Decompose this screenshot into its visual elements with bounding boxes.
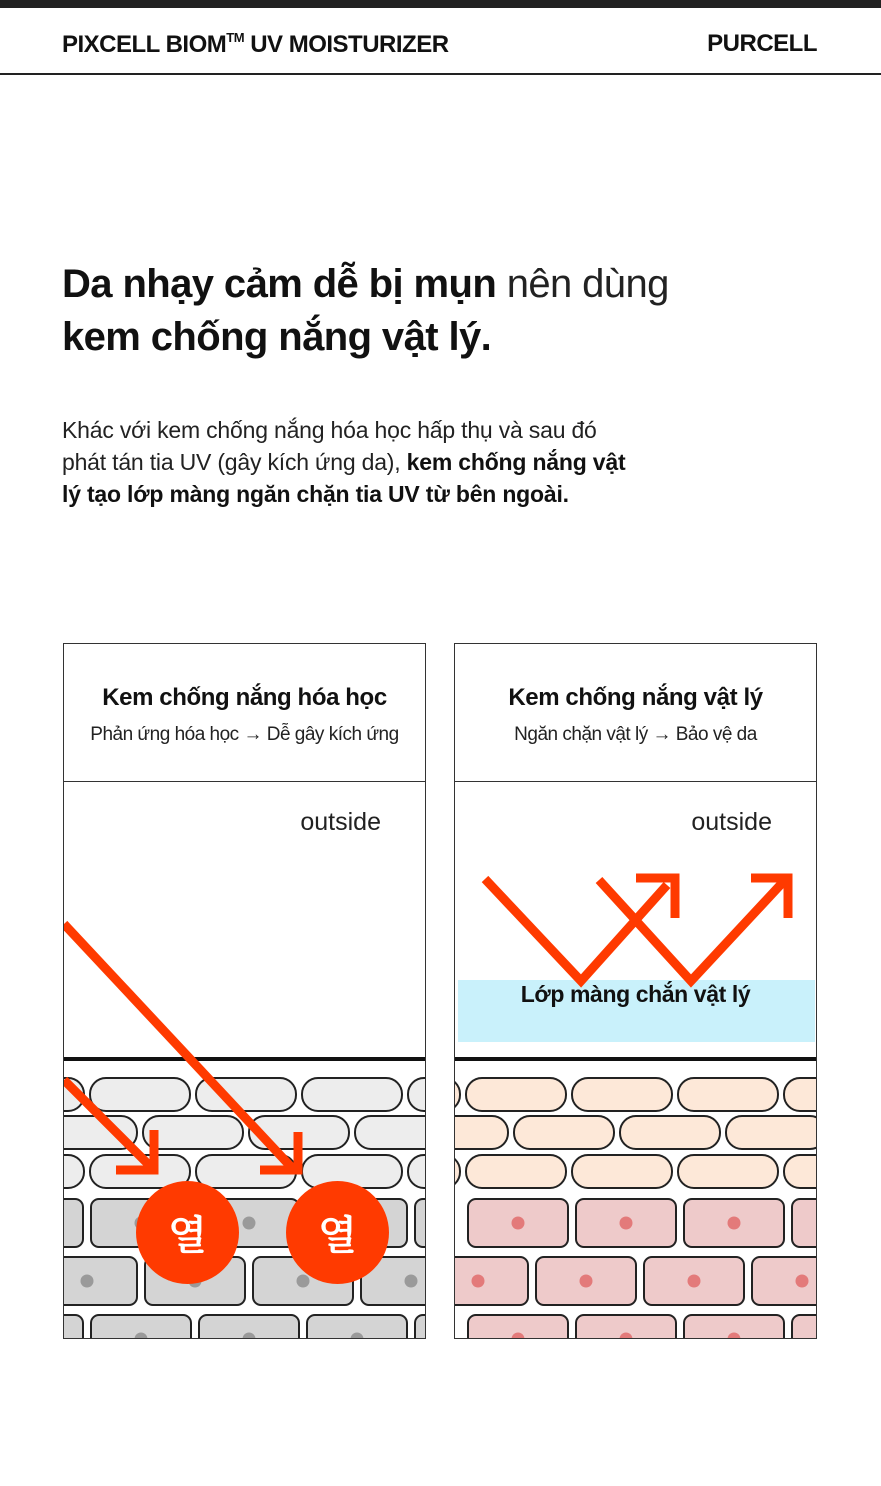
- cell-nucleus: [580, 1275, 593, 1288]
- trademark: TM: [226, 30, 245, 45]
- outside-label: outside: [300, 808, 381, 836]
- panel-subtitle: Ngăn chặn vật lý → Bảo vệ da: [514, 724, 757, 745]
- panel-title: Kem chống nắng vật lý: [508, 684, 763, 711]
- panel-title: Kem chống nắng hóa học: [102, 684, 387, 711]
- skin-cell: [455, 1078, 460, 1111]
- product-name: PIXCELL BIOM™ UV MOISTURIZER: [62, 30, 449, 58]
- skin-cell: [678, 1155, 778, 1188]
- skin-cell: [784, 1078, 817, 1111]
- headline-bold-2: kem chống nắng vật lý.: [62, 315, 492, 359]
- brand-name: PURCELL: [707, 30, 817, 57]
- top-bar: [0, 0, 881, 8]
- cell-nucleus: [688, 1275, 701, 1288]
- skin-cell: [572, 1078, 672, 1111]
- skin-cell: [455, 1155, 460, 1188]
- cell-nucleus: [472, 1275, 485, 1288]
- skin-cell: [572, 1155, 672, 1188]
- headline-light: nên dùng: [496, 262, 669, 306]
- description-paragraph: Khác với kem chống nắng hóa học hấp thụ và sau đó phát tán tia UV (gây kích ứng da), kem chống nắng vật lý tạo lớp màng ngăn chặn tia UV từ bên ngoài.: [62, 417, 626, 507]
- headline: [62, 258, 842, 364]
- page-header: [0, 8, 881, 75]
- skin-cell: [466, 1155, 566, 1188]
- skin-cell: [514, 1116, 614, 1149]
- heat-icon: 열: [286, 1181, 389, 1284]
- outside-label: outside: [691, 808, 772, 836]
- skin-cell: [466, 1078, 566, 1111]
- barrier-film-label: Lớp màng chắn vật lý: [520, 981, 751, 1007]
- uv-ray: [64, 1080, 150, 1166]
- panel-subtitle: Phản ứng hóa học → Dễ gây kích ứng: [90, 724, 399, 745]
- uv-ray: [64, 924, 294, 1170]
- panel-physical-sunscreen: [454, 643, 817, 1339]
- cell-nucleus: [728, 1217, 741, 1230]
- skin-cell: [455, 1116, 508, 1149]
- skin-cell: [678, 1078, 778, 1111]
- skin-cell: [455, 1257, 528, 1305]
- skin-cell: [726, 1116, 817, 1149]
- skin-cell: [784, 1155, 817, 1188]
- cell-nucleus: [796, 1275, 809, 1288]
- description-bold: kem chống nắng vật lý tạo lớp màng ngăn chặn tia UV từ bên ngoài.: [62, 449, 626, 507]
- heat-icon: 열: [136, 1181, 239, 1284]
- cell-nucleus: [512, 1217, 525, 1230]
- skin-cell: [620, 1116, 720, 1149]
- cell-nucleus: [620, 1217, 633, 1230]
- skin-cell: [792, 1199, 817, 1247]
- panel-chemical-sunscreen: [63, 643, 426, 1339]
- skin-cell: [792, 1315, 817, 1339]
- headline-bold-1: Da nhạy cảm dễ bị mụn: [62, 262, 497, 306]
